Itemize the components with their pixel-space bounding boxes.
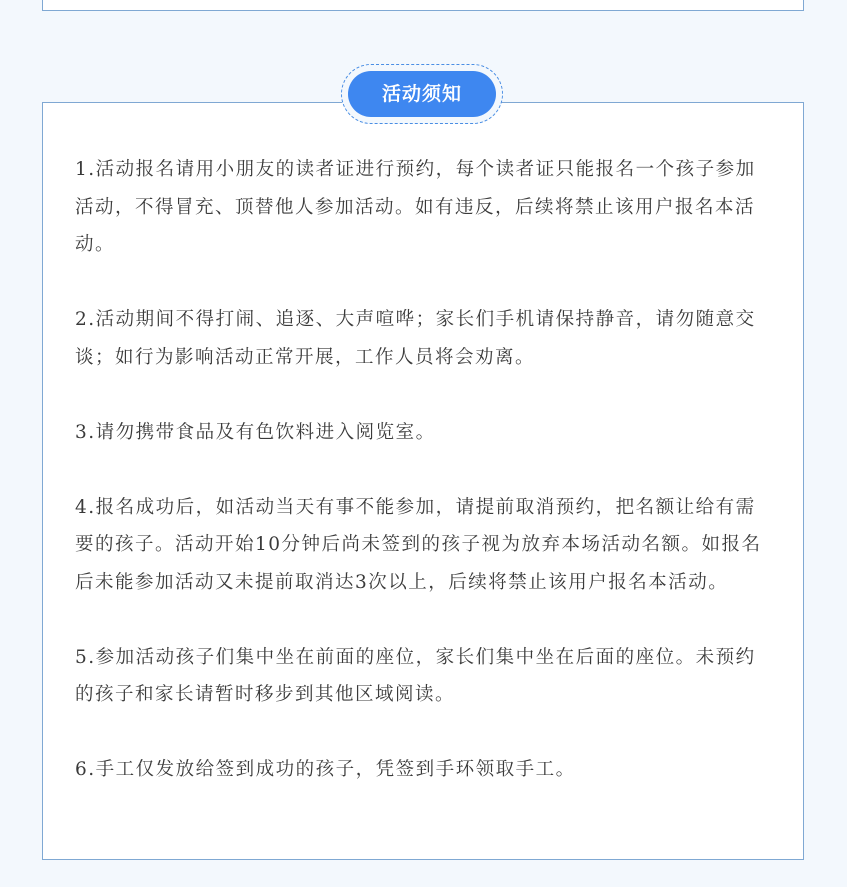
notice-item-1: 1.活动报名请用小朋友的读者证进行预约，每个读者证只能报名一个孩子参加活动，不得冒充、顶替他人参加活动。如有违反，后续将禁止该用户报名本活动。	[75, 159, 756, 255]
notice-panel	[42, 102, 804, 860]
notice-item-6: 6.手工仅发放给签到成功的孩子，凭签到手环领取手工。	[75, 759, 576, 780]
notice-item-4: 4.报名成功后，如活动当天有事不能参加，请提前取消预约，把名额让给有需要的孩子。活动开始10分钟后尚未签到的孩子视为放弃本场活动名额。如报名后未能参加活动又未提前取消达3次以上，后续将禁止该用户报名本活动。	[75, 496, 762, 593]
notice-item-2: 2.活动期间不得打闹、追逐、大声喧哗；家长们手机请保持静音，请勿随意交谈；如行为影响活动正常开展，工作人员将会劝离。	[75, 309, 756, 368]
notice-list	[75, 151, 775, 826]
previous-section-box	[42, 0, 804, 11]
notice-item-5: 5.参加活动孩子们集中坐在前面的座位，家长们集中坐在后面的座位。未预约的孩子和家长请暂时移步到其他区域阅读。	[75, 646, 756, 705]
notice-item-3: 3.请勿携带食品及有色饮料进入阅览室。	[75, 421, 436, 443]
section-title: 活动须知	[348, 71, 496, 117]
section-title-badge	[341, 64, 503, 124]
